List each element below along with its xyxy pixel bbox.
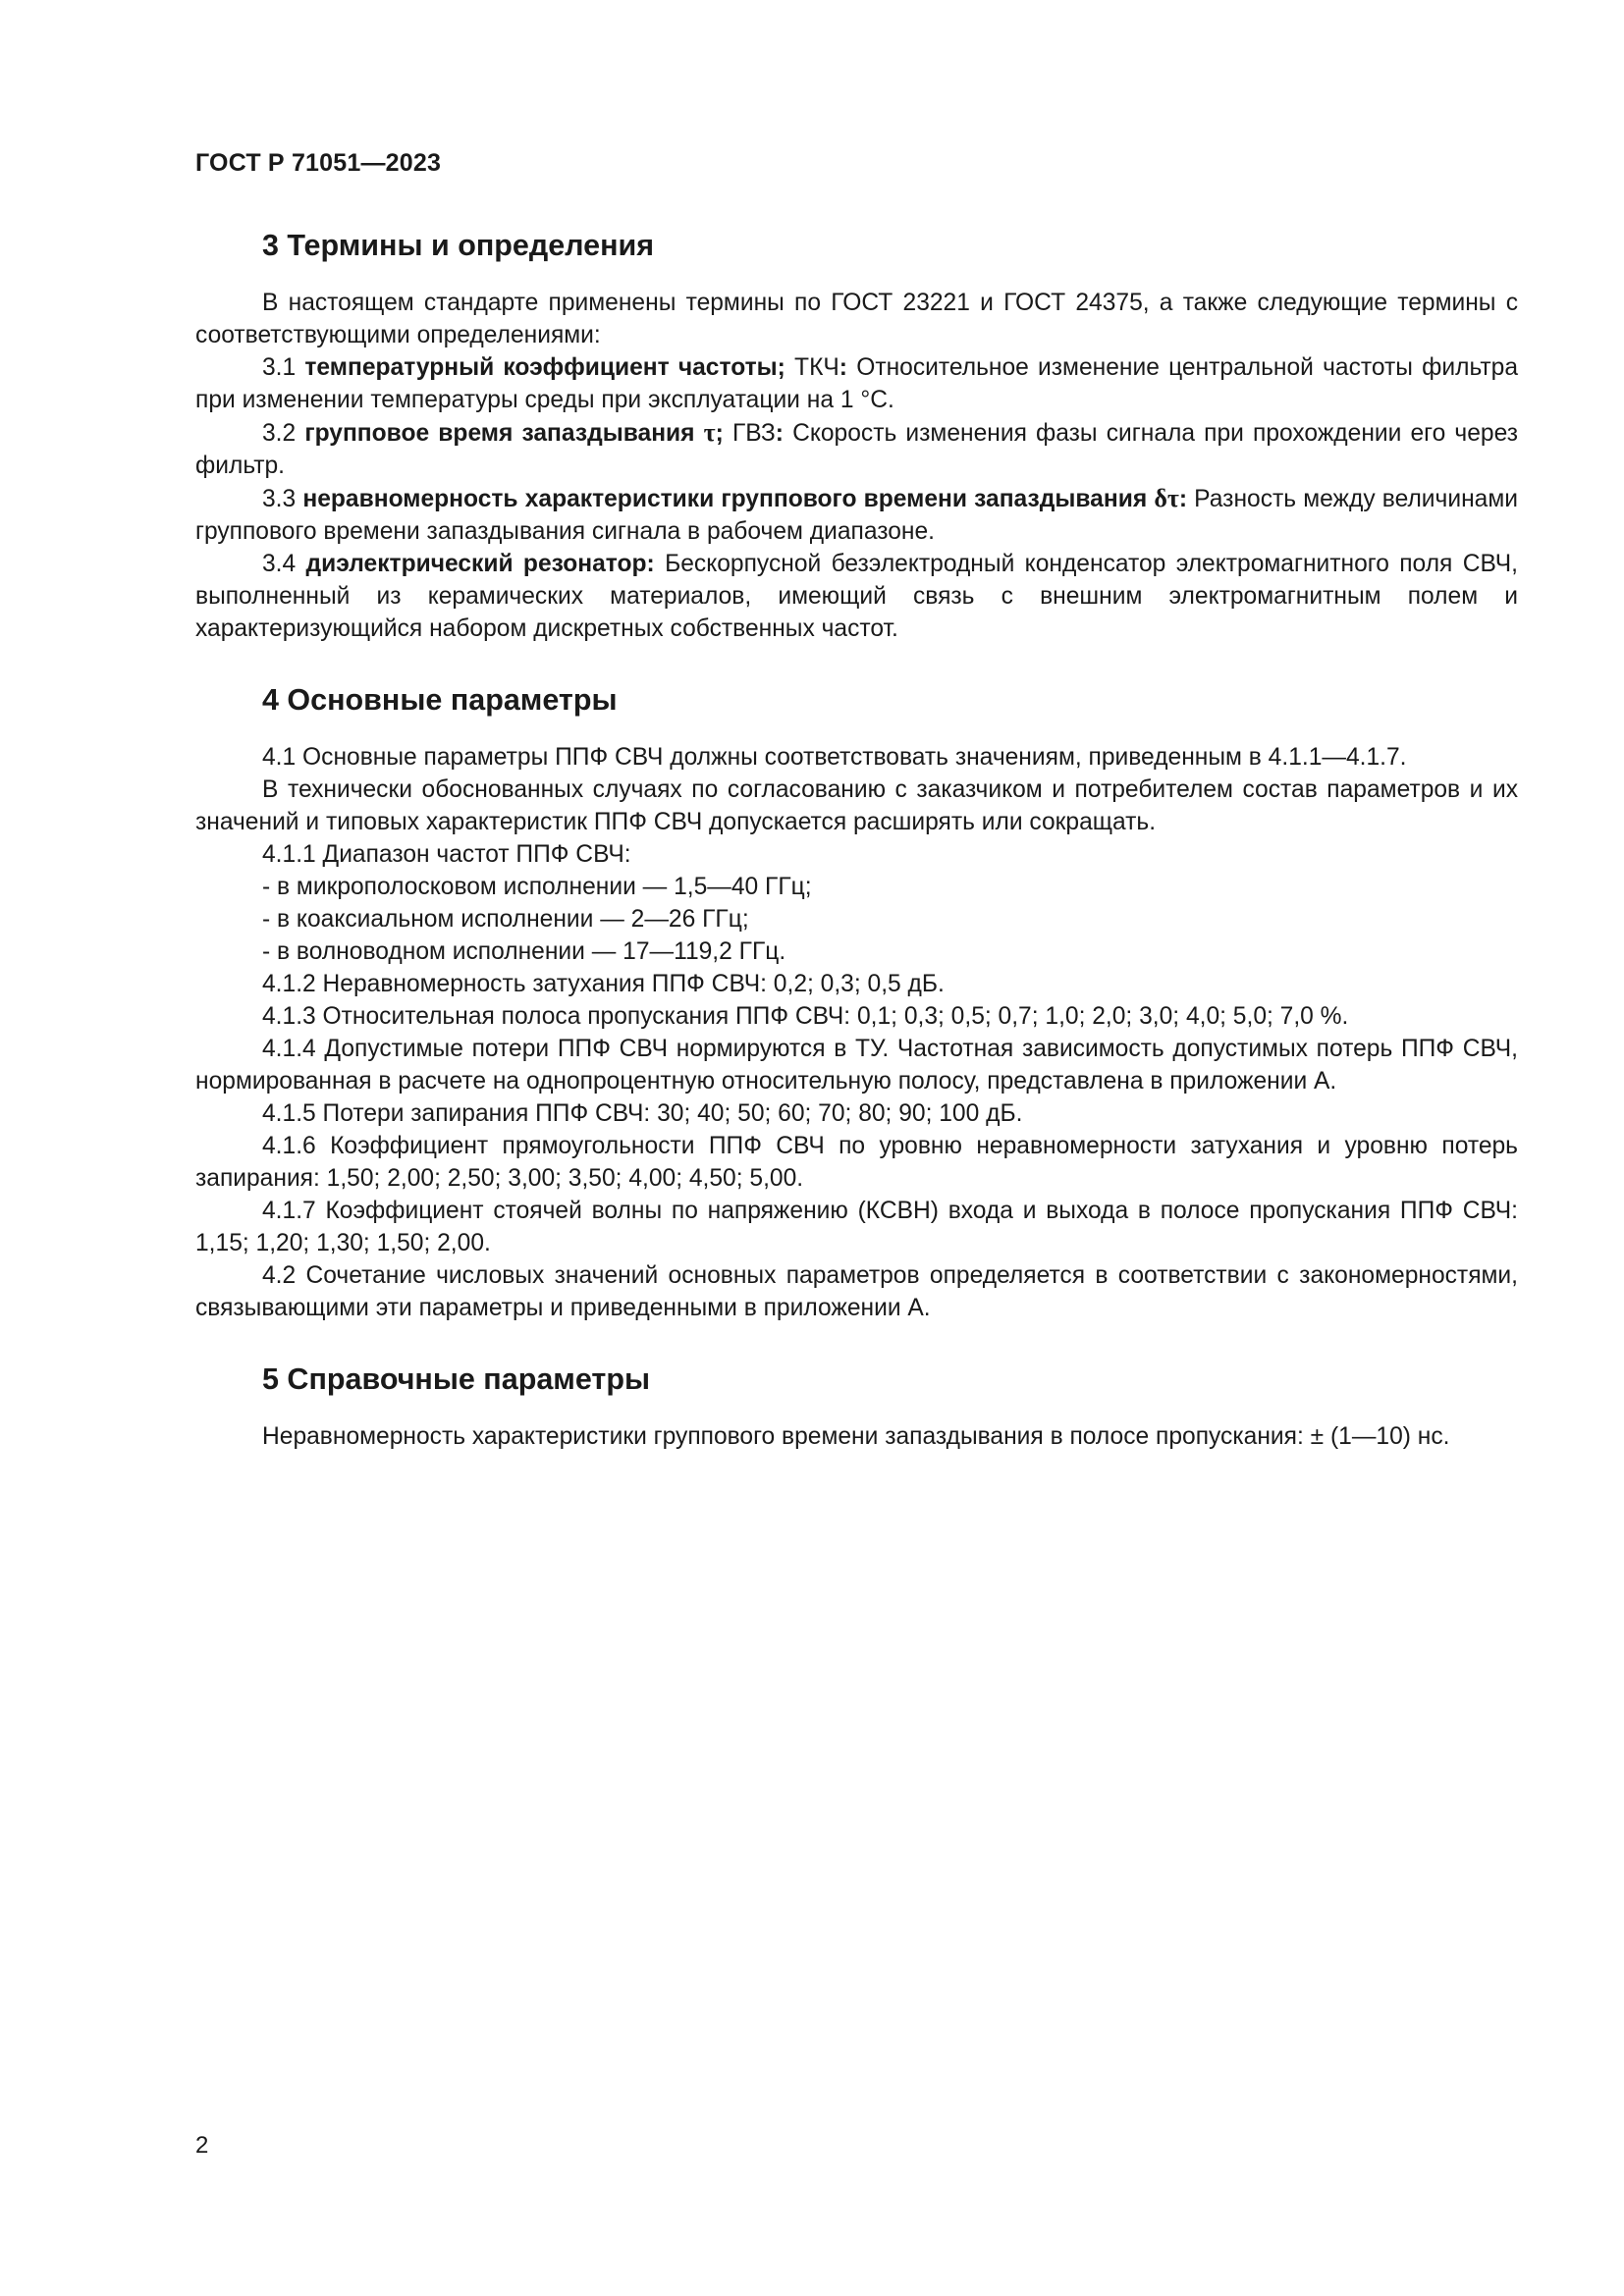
section-3-title: 3 Термины и определения [262, 229, 655, 262]
term-name: диэлектрический резонатор: [305, 551, 655, 577]
document-page [195, 0, 1518, 2296]
document-body [195, 226, 1518, 1453]
section-4-title: 4 Основные параметры [262, 683, 618, 717]
term-colon: : [839, 354, 847, 381]
paragraph-4-1-3: 4.1.3 Относительная полоса пропускания ППФ СВЧ: 0,1; 0,3; 0,5; 0,7; 1,0; 2,0; 3,0; 4,0; 5,0; 7,0 %. [262, 1003, 1349, 1030]
term-definition: Бескорпусной безэлектродный конденсатор электромагнитного поля СВЧ, выполненный из керамических материалов, имеющий связь с внешним электромагнитным полем и характеризующийся набором дискретных собственных частот. [195, 551, 1518, 642]
list-item-microstrip: - в микрополосковом исполнении — 1,5—40 ГГц; [262, 874, 812, 900]
section-spacer [195, 645, 1518, 680]
section-3-intro: В настоящем стандарте применены термины по ГОСТ 23221 и ГОСТ 24375, а также следующие термины с соответствующими определениями: [195, 290, 1518, 348]
term-colon: : [775, 420, 784, 447]
term-abbreviation: ТКЧ [785, 354, 839, 381]
term-3-2 [195, 416, 1518, 482]
term-number: 3.2 [262, 420, 305, 447]
paragraph-4-1-1: 4.1.1 Диапазон частот ППФ СВЧ: [262, 841, 631, 868]
paragraph-4-2: 4.2 Сочетание числовых значений основных параметров определяется в соответствии с закономерностями, связывающими эти параметры и приведенными в приложении А. [195, 1262, 1518, 1321]
term-definition: Скорость изменения фазы сигнала при прохождении его через фильтр. [195, 420, 1518, 479]
term-definition: Разность между величинами группового времени запаздывания сигнала в рабочем диапазоне. [195, 486, 1519, 545]
term-colon: : [1178, 486, 1188, 512]
section-5-title: 5 Справочные параметры [262, 1362, 651, 1396]
term-3-3 [195, 482, 1518, 548]
paragraph-5-reference: Неравномерность характеристики группового времени запаздывания в полосе пропускания: ± (1—10) нс. [262, 1423, 1450, 1450]
document-id-header: ГОСТ Р 71051—2023 [195, 149, 442, 177]
term-3-1 [195, 351, 1518, 416]
term-separator: ; [715, 420, 724, 447]
paragraph-4-1-2: 4.1.2 Неравномерность затухания ППФ СВЧ: 0,2; 0,3; 0,5 дБ. [262, 971, 945, 997]
list-item-coaxial: - в коаксиальном исполнении — 2—26 ГГц; [262, 906, 749, 933]
paragraph-4-1-6: 4.1.6 Коэффициент прямоугольности ППФ СВЧ по уровню неравномерности затухания и уровню потерь запирания: 1,50; 2,00; 2,50; 3,00; 3,50; 4,00; 4,50; 5,00. [195, 1133, 1518, 1192]
term-definition: Относительное изменение центральной частоты фильтра при изменении температуры среды при эксплуатации на 1 °С. [195, 354, 1518, 413]
term-abbreviation: ГВЗ [723, 420, 776, 447]
term-number: 3.1 [262, 354, 305, 381]
term-number: 3.4 [262, 551, 306, 577]
paragraph-4-1-note: В технически обоснованных случаях по согласованию с заказчиком и потребителем состав параметров и их значений и типовых характеристик ППФ СВЧ допускается расширять или сокращать. [195, 776, 1518, 835]
term-name: температурный коэффициент частоты; [304, 354, 785, 381]
list-item-waveguide: - в волноводном исполнении — 17—119,2 ГГц. [262, 938, 786, 965]
paragraph-4-1: 4.1 Основные параметры ППФ СВЧ должны соответствовать значениям, приведенным в 4.1.1—4.1.7. [262, 744, 1407, 771]
term-3-4 [195, 548, 1518, 645]
term-symbol: δτ [1154, 484, 1179, 512]
paragraph-4-1-4: 4.1.4 Допустимые потери ППФ СВЧ нормируются в ТУ. Частотная зависимость допустимых потерь ППФ СВЧ, нормированная в расчете на однопроцентную относительную полосу, представлена в приложении А. [195, 1036, 1518, 1095]
term-name: групповое время запаздывания [304, 420, 704, 447]
term-number: 3.3 [262, 486, 303, 512]
page-number: 2 [195, 2132, 209, 2159]
paragraph-4-1-7: 4.1.7 Коэффициент стоячей волны по напряжению (КСВН) входа и выхода в полосе пропускания ППФ СВЧ: 1,15; 1,20; 1,30; 1,50; 2,00. [195, 1198, 1518, 1256]
term-symbol: τ [703, 418, 716, 447]
paragraph-4-1-5: 4.1.5 Потери запирания ППФ СВЧ: 30; 40; 50; 60; 70; 80; 90; 100 дБ. [262, 1100, 1023, 1127]
term-name: неравномерность характеристики группового времени запаздывания [302, 486, 1155, 512]
section-spacer [195, 1324, 1518, 1360]
